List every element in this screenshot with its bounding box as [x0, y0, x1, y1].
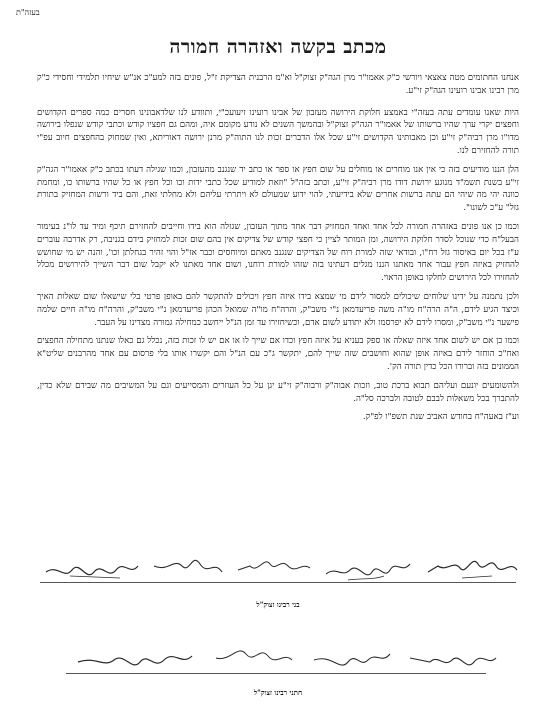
signature-2	[320, 556, 416, 582]
signature-row-sons-in-law	[30, 646, 526, 672]
paragraph-declaration: הלן הננו מודיעים בזה כי אין אנו מוחרים או מוחלים על שום חפץ או ספר או כתב יד שנגנב מהעזבון, וכמו שגילה דעתו בכתב כ"ק אאמו"ר הגה"ק זי"ע בשנת תשמ"ד מנוגע ירושת דודו מרן רביה"ק זי"ע, וכתב בזה"ל "וזאת למודיע שכל כתבי ידות וכו וכל חפץ או כל שהיו ברשותו כו, ומחמת כוונה יהי מה שיהי הם עתה ברשות אחרים שלא בידיעתי, להוי ידוע שמעולם לא ויתרתי עליהם ולא מחלתי זאת, והם ביד ורשות המחזיק בתורת גזל" ע"כ לשונו".	[37, 164, 519, 214]
paragraph-questions: וכמו כן אם יש לשום אחד איזה שאלה או ספק בעניא על איזה חפץ וכדו אם שייך לו או אם יש לו זכות בזה, נכלל גם כאלו שנתנו מתחילה החפצים ואח"כ הוחזר לידם באיזה אופן שהוא וחושבים שזה שייך להם, יתקשר ג"כ עם הנ"ל והם יקשרו אותו בלי פרסום עם אחד מהרבנים שליט"א הממונים בזה וברורו הכל כדין תורה הק'.	[37, 336, 519, 372]
signature-4	[148, 556, 226, 582]
signature-8	[210, 646, 298, 672]
paragraph-emissaries: ולכן נתמנה על ידינו שלוחים שיכולים למסור לידם מי שמצא בידו איזה חפץ ויכולים להתקשר להם באופן פרטי בלי שישאלו שום שאלות האיך וכיצד הגיע לידם, ה"ה הרה"ח מו"ה משה פריעדמאן נ"י משב"ק, והרה"ח מו"ה שמואל הכהן פריעדמאן נ"י משב"ק, והרה"ח מו"ה חיים שלמה פישער נ"י משב"ק, ומסרו לידם לא יפרסמו ולא יתודע לשום אדם, וכשיחזירו עד זמן הנ"ל ייחשב כמחילה גמורה מצדינו על העבר.	[37, 291, 519, 328]
bsd-header: בעזה"ת	[16, 8, 40, 17]
signature-row-sons	[30, 556, 526, 582]
signature-5	[40, 556, 144, 582]
paragraph-closing: וע"ז באעה"ח בחודש האביב שנת תשפ"ו לפ"ק.	[362, 412, 519, 423]
letter-body	[37, 72, 519, 424]
signature-line-sons-in-law	[66, 673, 486, 674]
signature-3	[230, 556, 314, 582]
signature-1	[422, 556, 522, 582]
paragraph-warning: וכמו כן אנו פונים באזהרה חמורה לכל אחד ואחד המחזיק דבר אחד מתוך העזבון, שגזלה הוא בידו וחייבים להחזירם תיכף ומיד עד לו"נ בעימור הבעל"ח כדי שנוכל לסדר חלוקת הירושה, ומן המותר לציין כי חפצי קודש של צדיקים אין בהם שום זכות למחזיק בידם בגניבה, רק אדרבה עוברים ע"ז בכל יום באיסור גזל רח"ו, ובודאי שזה למורת רוח של הצדיקים שנגנב מאתם ומיוחסים וכבר אז"ל והוי זהיר בגחלתן וכו', והנה יש מי שחושש להחזיק באיזה חפץ עבור אחד מאתנו הננו מגלים דעתינו בזה שזהו למורת רוחנו, ושום אחד מאתנו לא יקבל שום דבר השייך להירושים מכלל להחזירו לכל הירושים לחלקו באופן הראוי.	[37, 221, 520, 284]
paragraph-blessing: ולהשומעים יונעם ועליהם תבוא ברכת טוב, וזכות אבוה"ק ורבוה"ק זי"ע יגן על כל העוזרים והמסייעים וגם על המשיבים מה שבידם שלא כדין, להתברך בכל משאלות לבבם לטובה ולברכה סל"ה.	[37, 380, 519, 404]
paragraph-opening: אנחנו החתומים מטה צאצאי ויורשי כ"ק אאמו"ר מרן הגה"ק זצוק"ל וא"מ הרבנית הצדיקת ז"ל, פונים בזה למע"כ אנ"ש שיחיו תלמידי וחסידי כ"ק מרן רבינו אבינו רועינו הגה"ק זי"ע.	[37, 73, 519, 96]
caption-sons: בני רבינו זצוק"ל	[256, 600, 300, 609]
signature-9	[70, 646, 198, 672]
signature-7	[306, 646, 396, 672]
signature-line-sons	[40, 582, 516, 583]
signature-6	[402, 646, 502, 672]
caption-sons-in-law: חתני רבינו זצוק"ל	[253, 688, 303, 697]
paragraph-background: היות שאנו עומדים עתה בעזה"י באמצע חלוקת הירושה מעזבון של אבינו רועינו זיעועכ"י, ותוודע לנו שלדאבונינו חסרים כמה ספרים הקדושים וחפצים יקרי ערך שהיו ברשותו של אאמו"ר הגה"ק זצוק"ל ובהמשך השנים לא נודע מקומם איה, ומהם גם חפציו קודש וכתבי קודש שנפלו בירושה מדו"ו מרן רביה"ק זי"ע וכן מאבותינו הקדושים זי"ע שכל אלו הדברים זכות לנו התוה"ק מרנן ירושה דאוריתא, ואין שמחוק בהחפצים חיוב עפ"י תורה להחזירם לנו.	[37, 107, 519, 156]
letter-title: מכתב בקשה ואזהרה חמורה	[169, 36, 387, 58]
